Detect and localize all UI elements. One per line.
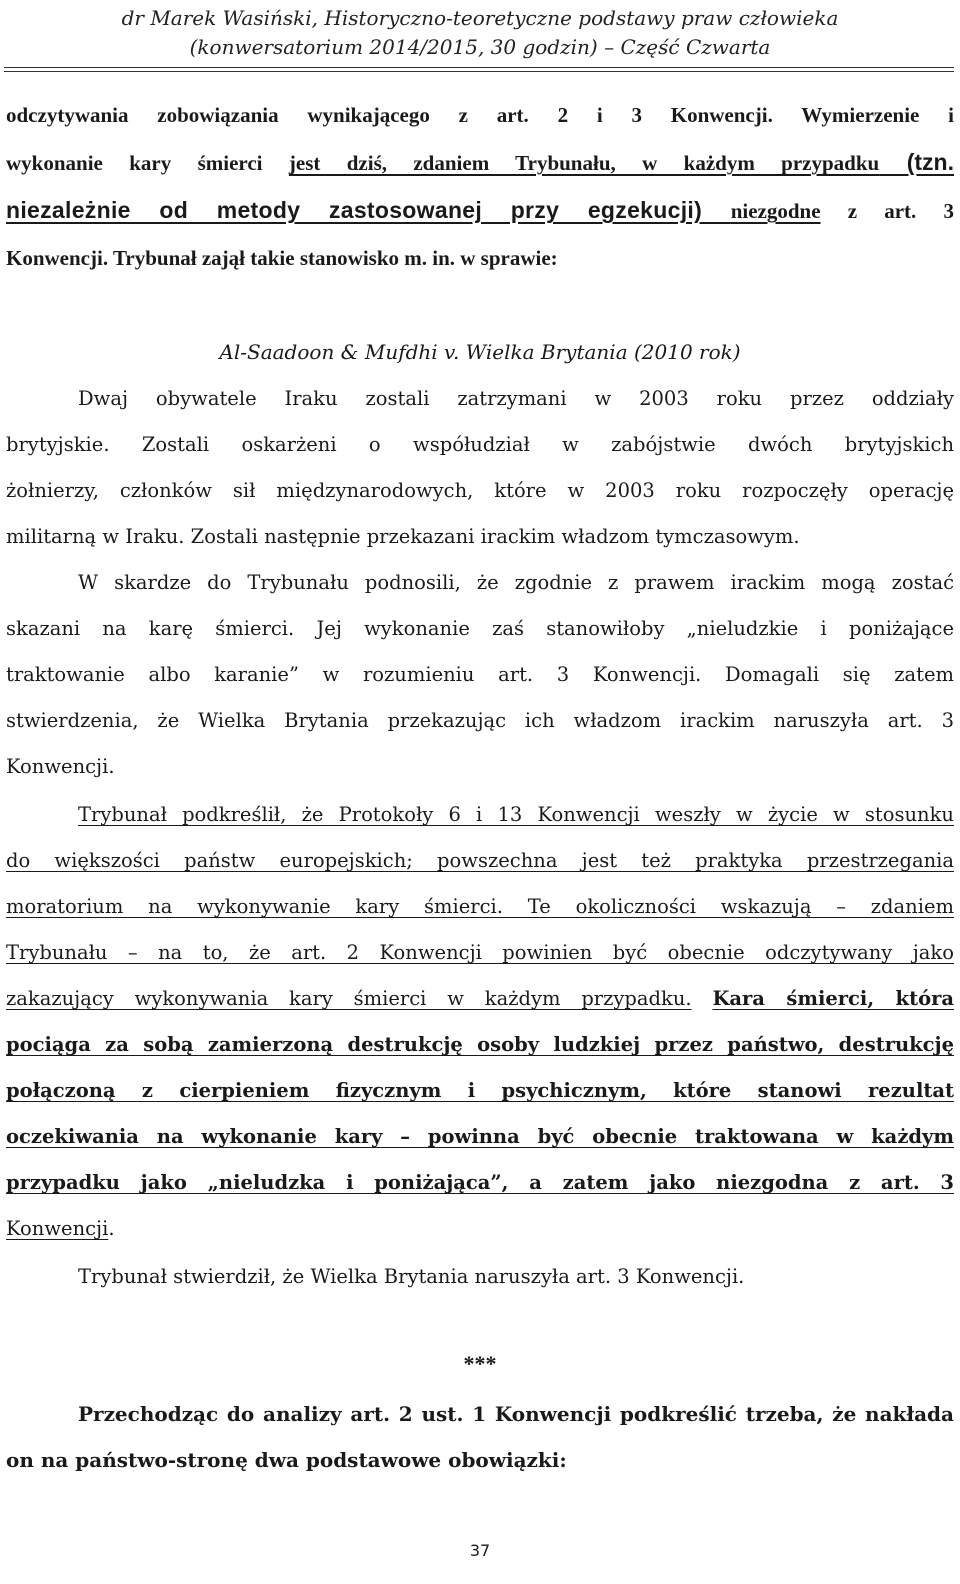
paragraph-line: pociąga za sobą zamierzoną destrukcję osoby ludzkiej przez państwo, destrukcję bbox=[6, 1033, 954, 1056]
header-rule-bottom bbox=[4, 71, 954, 72]
paragraph-facts bbox=[6, 376, 954, 560]
paragraph-line: skazani na karę śmierci. Jej wykonanie zaś stanowiłoby „nieludzkie i poniżające bbox=[6, 617, 954, 640]
paragraph-line: przypadku jako „nieludzka i poniżająca”, a zatem jako niezgodna z art. 3 bbox=[6, 1171, 954, 1194]
paragraph-line: oczekiwania na wykonanie kary – powinna być obecnie traktowana w każdym bbox=[6, 1125, 954, 1148]
paragraph-line: Trybunał stwierdził, że Wielka Brytania naruszyła art. 3 Konwencji. bbox=[78, 1265, 745, 1288]
paragraph-line: Trybunału – na to, że art. 2 Konwencji powinien być obecnie odczytywany jako bbox=[6, 941, 954, 964]
paragraph-line: on na państwo-stronę dwa podstawowe obowiązki: bbox=[6, 1448, 567, 1472]
paragraph-line: żołnierzy, członków sił międzynarodowych, które w 2003 roku rozpoczęły operację bbox=[6, 479, 954, 502]
paragraph-line: moratorium na wykonywanie kary śmierci. Te okoliczności wskazują – zdaniem bbox=[6, 895, 954, 918]
header-line-1: dr Marek Wasiński, Historyczno-teoretyczne podstawy praw człowieka bbox=[121, 6, 839, 30]
paragraph-line: militarną w Iraku. Zostali następnie przekazani irackim władzom tymczasowym. bbox=[6, 525, 800, 548]
paragraph-line: do większości państw europejskich; powszechna jest też praktyka przestrzegania bbox=[6, 849, 954, 872]
paragraph-line: Dwaj obywatele Iraku zostali zatrzymani w 2003 roku przez oddziały bbox=[78, 387, 954, 410]
paragraph-line: W skardze do Trybunału podnosili, że zgodnie z prawem irackim mogą zostać bbox=[78, 571, 954, 594]
paragraph-line: połączoną z cierpieniem fizycznym i psychicznym, które stanowi rezultat bbox=[6, 1079, 954, 1102]
paragraph-line: Przechodząc do analizy art. 2 ust. 1 Konwencji podkreślić trzeba, że nakłada bbox=[78, 1402, 954, 1426]
paragraph-line: stwierdzenia, że Wielka Brytania przekazując ich władzom irackim naruszyła art. 3 bbox=[6, 709, 954, 732]
header-line-2: (konwersatorium 2014/2015, 30 godzin) – Część Czwarta bbox=[189, 35, 771, 59]
paragraph-court-reasoning bbox=[6, 792, 954, 1252]
section-separator: *** bbox=[463, 1351, 497, 1376]
paragraph-line: brytyjskie. Zostali oskarżeni o współudział w zabójstwie dwóch brytyjskich bbox=[6, 433, 954, 456]
paragraph-conclusion bbox=[6, 1254, 954, 1300]
paragraph-line: Trybunał podkreślił, że Protokoły 6 i 13 Konwencji weszły w życie w stosunku bbox=[78, 803, 954, 826]
header-rule-top bbox=[4, 67, 954, 68]
paragraph-line: Konwencji. bbox=[6, 1217, 115, 1240]
paragraph-line: wykonanie kary śmierci jest dziś, zdaniem Trybunału, w każdym przypadku (tzn. bbox=[6, 149, 954, 175]
paragraph-intro bbox=[6, 92, 954, 282]
case-title: Al-Saadoon & Mufdhi v. Wielka Brytania (2010 rok) bbox=[219, 340, 741, 364]
paragraph-line: Konwencji. Trybunał zajął takie stanowisko m. in. w sprawie: bbox=[6, 246, 558, 270]
paragraph-line: Konwencji. bbox=[6, 755, 115, 778]
page-number: 37 bbox=[469, 1541, 491, 1560]
paragraph-complaint bbox=[6, 560, 954, 790]
paragraph-obligations bbox=[6, 1391, 954, 1483]
paragraph-line: traktowanie albo karanie” w rozumieniu art. 3 Konwencji. Domagali się zatem bbox=[6, 663, 954, 686]
paragraph-line: odczytywania zobowiązania wynikającego z art. 2 i 3 Konwencji. Wymierzenie i bbox=[6, 103, 954, 127]
paragraph-line: niezależnie od metody zastosowanej przy egzekucji) niezgodne z art. 3 bbox=[6, 197, 954, 223]
paragraph-line: zakazujący wykonywania kary śmierci w każdym przypadku. Kara śmierci, która bbox=[6, 987, 954, 1010]
